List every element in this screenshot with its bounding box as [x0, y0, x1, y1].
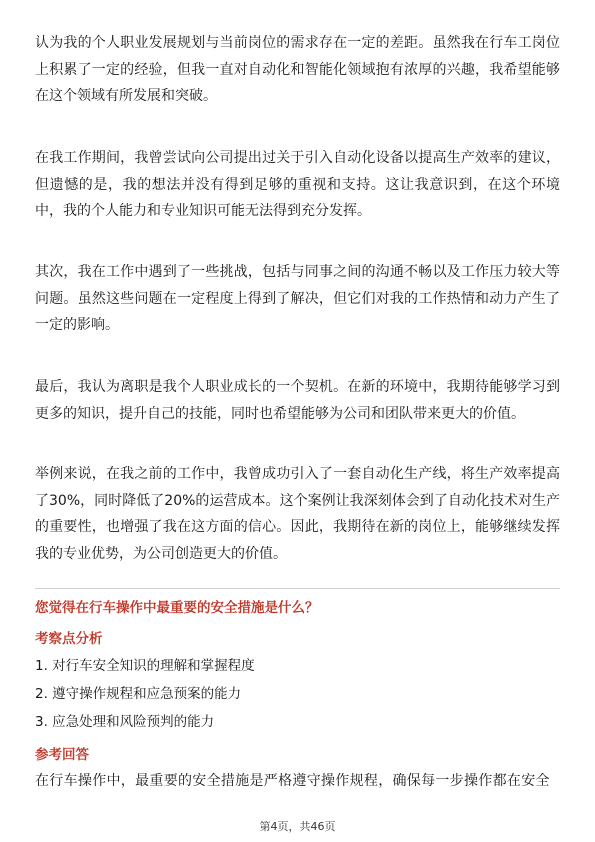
reference-answer: 在行车操作中，最重要的安全措施是严格遵守操作规程，确保每一步操作都在安全	[35, 773, 550, 789]
analysis-heading: 考察点分析	[35, 631, 103, 647]
page-number: 第4页，共46页	[259, 820, 336, 833]
paragraph-automation-proposal: 在我工作期间，我曾尝试向公司提出过关于引入自动化设备以提高生产效率的建议，但遗憾的是，我的想法并没有得到足够的重视和支持。这让我意识到，在这个环境中，我的个人能力和专业知识可能无法得到充分发挥。	[35, 150, 560, 219]
paragraph-workplace-challenges: 其次，我在工作中遇到了一些挑战，包括与同事之间的沟通不畅以及工作压力较大等问题。虽然这些问题在一定程度上得到了解决，但它们对我的工作热情和动力产生了一定的影响。	[35, 264, 560, 333]
interview-question: 您觉得在行车操作中最重要的安全措施是什么？	[35, 600, 319, 616]
analysis-item: 1. 对行车安全知识的理解和掌握程度	[35, 658, 255, 674]
paragraph-example-case: 举例来说，在我之前的工作中，我曾成功引入了一套自动化生产线，将生产效率提高了30%，同时降低了20%的运营成本。这个案例让我深刻体会到了自动化技术对生产的重要性，也增强了我在这方面的信心。因此，我期待在新的岗位上，能够继续发挥我的专业优势，为公司创造更大的价值。	[35, 466, 560, 562]
analysis-item: 2. 遵守操作规程和应急预案的能力	[35, 686, 242, 702]
reference-heading: 参考回答	[35, 747, 89, 763]
paragraph-career-growth: 最后，我认为离职是我个人职业成长的一个契机。在新的环境中，我期待能够学习到更多的知识，提升自己的技能，同时也希望能够为公司和团队带来更大的价值。	[35, 379, 560, 422]
section-divider	[35, 588, 560, 589]
analysis-item: 3. 应急处理和风险预判的能力	[35, 714, 215, 730]
paragraph-career-gap: 认为我的个人职业发展规划与当前岗位的需求存在一定的差距。虽然我在行车工岗位上积累了一定的经验，但我一直对自动化和智能化领域抱有浓厚的兴趣，我希望能够在这个领域有所发展和突破。	[35, 35, 560, 104]
